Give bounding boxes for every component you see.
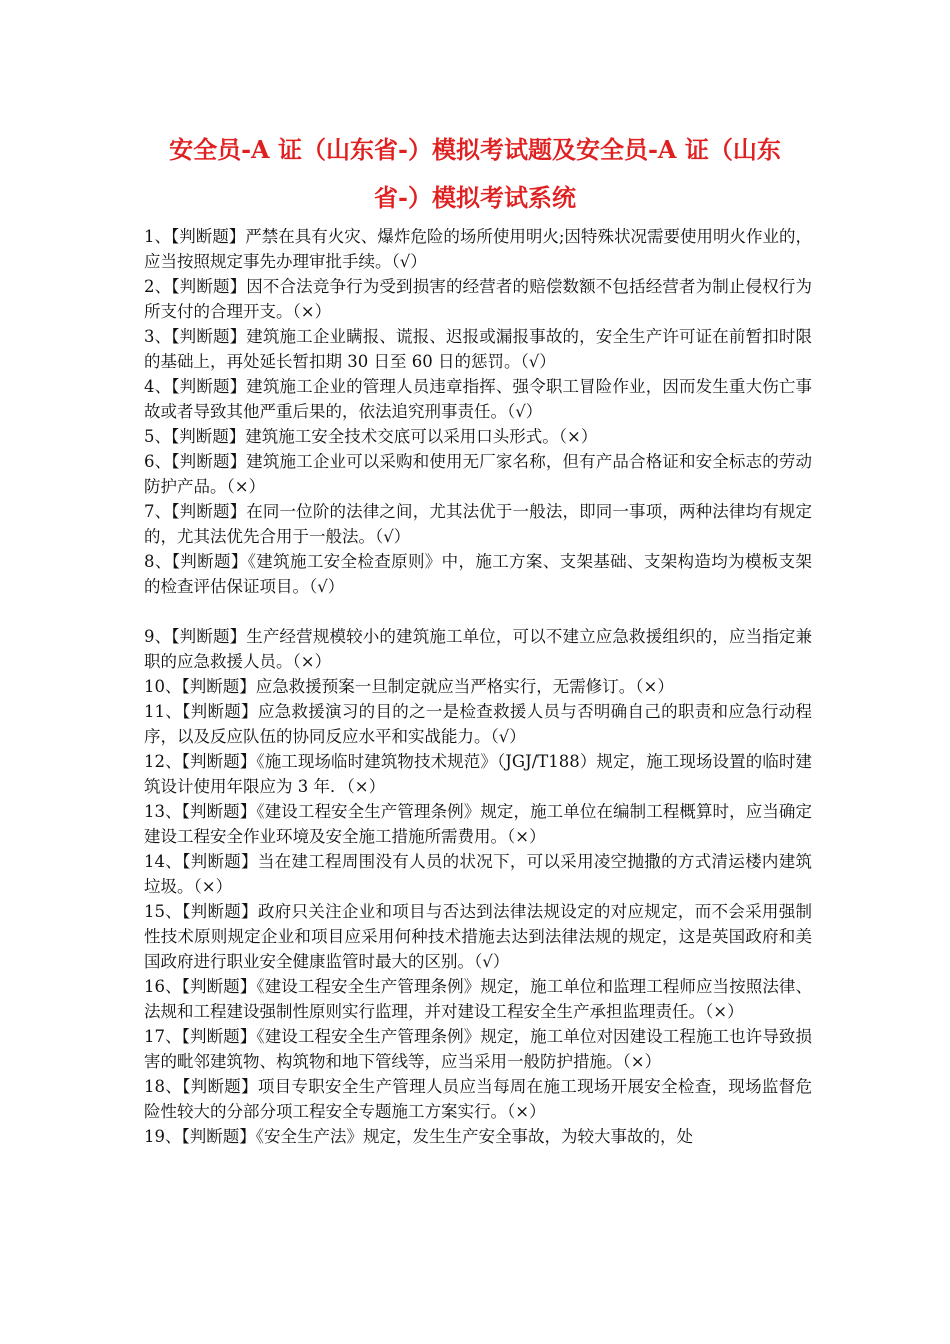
question-item: 16、【判断题】《建设工程安全生产管理条例》规定，施工单位和监理工程师应当按照法律、法规和工程建设强制性原则实行监理，并对建设工程安全生产承担监理责任。（×） xyxy=(144,977,812,1021)
question-item: 4、【判断题】建筑施工企业的管理人员违章指挥、强令职工冒险作业，因而发生重大伤亡事故或者导致其他严重后果的，依法追究刑事责任。（√） xyxy=(144,377,812,421)
question-item: 5、【判断题】建筑施工安全技术交底可以采用口头形式。（×） xyxy=(144,427,598,446)
title-line-1: 安全员-A 证（山东省-）模拟考试题及安全员-A 证（山东 xyxy=(169,135,781,164)
question-item: 9、【判断题】生产经营规模较小的建筑施工单位，可以不建立应急救援组织的，应当指定兼职的应急救援人员。（×） xyxy=(144,627,812,671)
question-item: 1、【判断题】严禁在具有火灾、爆炸危险的场所使用明火;因特殊状况需要使用明火作业的，应当按照规定事先办理审批手续。（√） xyxy=(144,227,812,271)
question-item: 14、【判断题】当在建工程周围没有人员的状况下，可以采用凌空抛撒的方式清运楼内建筑垃圾。（×） xyxy=(144,852,812,896)
question-item: 13、【判断题】《建设工程安全生产管理条例》规定，施工单位在编制工程概算时，应当确定建设工程安全作业环境及安全施工措施所需费用。（×） xyxy=(144,802,812,846)
question-item: 3、【判断题】建筑施工企业瞒报、谎报、迟报或漏报事故的，安全生产许可证在前暂扣时限的基础上，再处延长暂扣期 30 日至 60 日的惩罚。（√） xyxy=(144,327,812,371)
question-item: 15、【判断题】政府只关注企业和项目与否达到法律法规设定的对应规定，而不会采用强制性技术原则规定企业和项目应采用何种技术措施去达到法律法规的规定，这是英国政府和美国政府进行职业安全健康监管时最大的区别。（√） xyxy=(144,902,812,971)
question-item: 8、【判断题】《建筑施工安全检查原则》中，施工方案、支架基础、支架构造均为模板支架的检查评估保证项目。（√） xyxy=(144,552,812,596)
document-title xyxy=(140,126,810,222)
question-item: 6、【判断题】建筑施工企业可以采购和使用无厂家名称，但有产品合格证和安全标志的劳动防护产品。（×） xyxy=(144,452,812,496)
title-line-2: 省-）模拟考试系统 xyxy=(374,183,576,212)
question-list xyxy=(144,224,812,1149)
question-item: 19、【判断题】《安全生产法》规定，发生生产安全事故，为较大事故的，处 xyxy=(144,1127,693,1146)
question-item: 12、【判断题】《施工现场临时建筑物技术规范》（JGJ/T188）规定，施工现场设置的临时建筑设计使用年限应为 3 年．（×） xyxy=(144,752,812,796)
question-item: 7、【判断题】在同一位阶的法律之间，尤其法优于一般法，即同一事项，两种法律均有规定的，尤其法优先合用于一般法。（√） xyxy=(144,502,812,546)
question-item: 10、【判断题】应急救援预案一旦制定就应当严格实行，无需修订。（×） xyxy=(144,677,674,696)
question-item: 11、【判断题】应急救援演习的目的之一是检查救援人员与否明确自己的职责和应急行动程序，以及反应队伍的协同反应水平和实战能力。（√） xyxy=(144,702,812,746)
question-item: 2、【判断题】因不合法竞争行为受到损害的经营者的赔偿数额不包括经营者为制止侵权行为所支付的合理开支。（×） xyxy=(144,277,812,321)
question-item: 17、【判断题】《建设工程安全生产管理条例》规定，施工单位对因建设工程施工也许导致损害的毗邻建筑物、构筑物和地下管线等，应当采用一般防护措施。（×） xyxy=(144,1027,812,1071)
question-item: 18、【判断题】项目专职安全生产管理人员应当每周在施工现场开展安全检查，现场监督危险性较大的分部分项工程安全专题施工方案实行。（×） xyxy=(144,1077,812,1121)
